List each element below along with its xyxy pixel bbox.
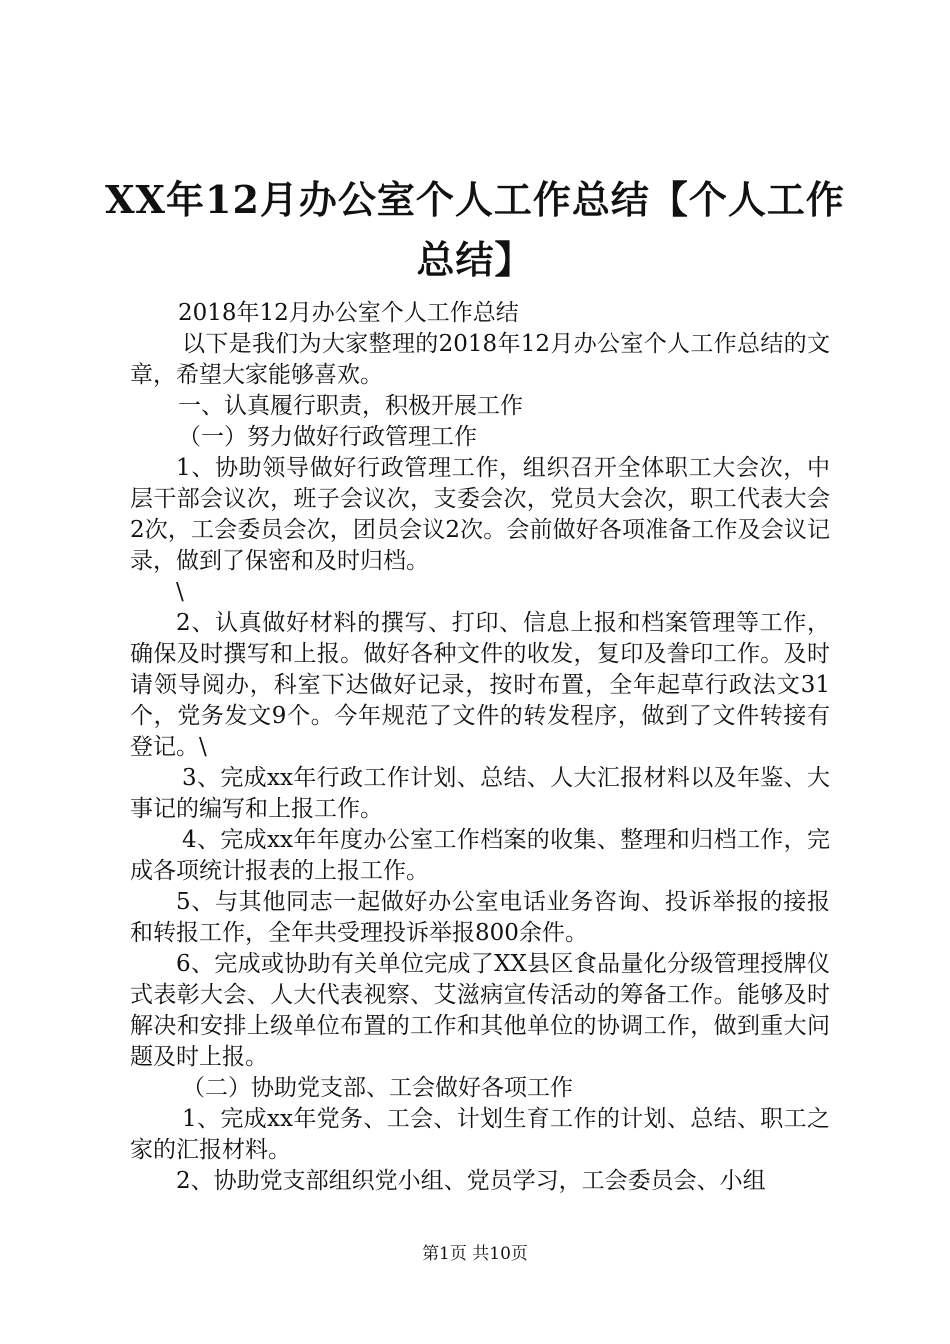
- paragraph-item-1: 1、协助领导做好行政管理工作，组织召开全体职工大会次，中层干部会议次，班子会议次，支委会次，党员大会次，职工代表大会2次，工会委员会次，团员会议2次。会前做好各项准备工作及会议记录，做到了保密和及时归档。: [130, 455, 830, 574]
- paragraph-item-2-2: 2、协助党支部组织党小组、党员学习，工会委员会、小组: [176, 1168, 766, 1194]
- paragraph-backslash: \: [176, 579, 184, 605]
- document-title: XX年12月办公室个人工作总结【个人工作总结】: [105, 177, 845, 282]
- document-body: [130, 298, 830, 1197]
- paragraph-item-2: 2、认真做好材料的撰写、打印、信息上报和档案管理等工作，确保及时撰写和上报。做好各种文件的收发，复印及誊印工作。及时请领导阅办，科室下达做好记录，按时布置，全年起草行政法文31个，党务发文9个。今年规范了文件的转发程序，做到了文件转接有登记。\: [130, 610, 830, 760]
- paragraph-item-5: 5、与其他同志一起做好办公室电话业务咨询、投诉举报的接报和转报工作，全年共受理投诉举报800余件。: [130, 889, 830, 946]
- subsection-heading-2: （二）协助党支部、工会做好各项工作: [182, 1075, 573, 1101]
- paragraph-subtitle: 2018年12月办公室个人工作总结: [178, 300, 519, 326]
- paragraph-item-2-1: 1、完成xx年党务、工会、计划生育工作的计划、总结、职工之家的汇报材料。: [130, 1106, 830, 1163]
- paragraph-intro: 以下是我们为大家整理的2018年12月办公室个人工作总结的文章，希望大家能够喜欢。: [130, 331, 830, 388]
- paragraph-item-6: 6、完成或协助有关单位完成了XX县区食品量化分级管理授牌仪式表彰大会、人大代表视察、艾滋病宣传活动的筹备工作。能够及时解决和安排上级单位布置的工作和其他单位的协调工作，做到重大问题及时上报。: [130, 951, 830, 1070]
- section-heading-1: 一、认真履行职责，积极开展工作: [178, 393, 523, 419]
- paragraph-item-4: 4、完成xx年年度办公室工作档案的收集、整理和归档工作，完成各项统计报表的上报工作。: [130, 827, 830, 884]
- subsection-heading-1: （一）努力做好行政管理工作: [178, 424, 477, 450]
- paragraph-item-3: 3、完成xx年行政工作计划、总结、人大汇报材料以及年鉴、大事记的编写和上报工作。: [130, 765, 830, 822]
- page-footer: 第1页 共10页: [422, 1244, 528, 1264]
